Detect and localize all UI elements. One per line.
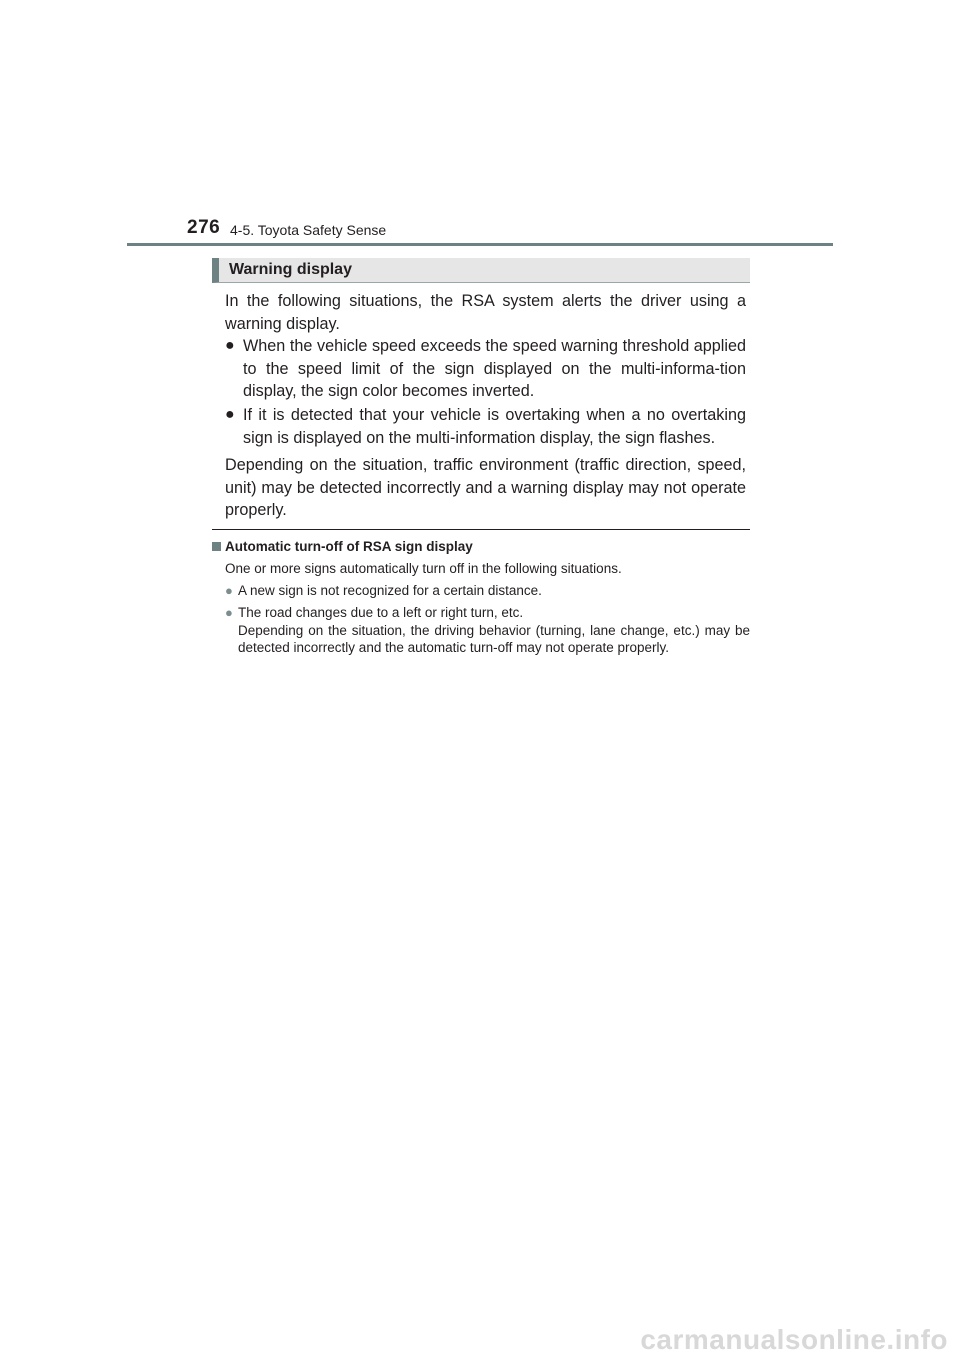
watermark: carmanualsonline.info xyxy=(640,1324,948,1355)
section-heading xyxy=(212,258,750,283)
note-continuation: Depending on the situation, the driving behavior (turning, lane change, etc.) may be detected incorrectly and the automatic turn-off may not operate properly. xyxy=(238,622,750,655)
square-bullet-icon xyxy=(212,542,221,551)
header-rule xyxy=(127,243,833,246)
bullet-icon: ● xyxy=(225,583,233,598)
bullet-text: A new sign is not recognized for a certain distance. xyxy=(238,583,542,598)
note-title-text: Automatic turn-off of RSA sign display xyxy=(225,539,473,554)
bullet-icon: ● xyxy=(225,605,233,620)
warning-closing: Depending on the situation, traffic environment (traffic direction, speed, unit) may be detected incorrectly and a warning display may not operate properly. xyxy=(225,456,746,519)
bullet-icon: ● xyxy=(225,406,235,423)
note-intro: One or more signs automatically turn off in the following situations. xyxy=(225,561,622,576)
bullet-text: The road changes due to a left or right turn, etc. xyxy=(238,605,524,620)
list-item xyxy=(225,582,750,600)
page-number: 276 xyxy=(187,217,221,238)
warning-intro: In the following situations, the RSA system alerts the driver using a warning display. xyxy=(225,292,746,333)
note-title xyxy=(212,539,473,554)
divider xyxy=(212,529,750,530)
bullet-text: When the vehicle speed exceeds the speed warning threshold applied to the speed limit of the sign displayed on the multi-informa-tion display, the sign color becomes inverted. xyxy=(243,337,746,400)
section-heading-text: Warning display xyxy=(229,261,352,278)
list-item xyxy=(225,404,746,449)
bullet-text: If it is detected that your vehicle is overtaking when a no overtaking sign is displayed on the multi-information display, the sign flashes. xyxy=(243,406,746,447)
bullet-icon: ● xyxy=(225,337,235,354)
list-item xyxy=(225,335,746,403)
section-reference: 4-5. Toyota Safety Sense xyxy=(230,222,387,238)
list-item xyxy=(225,604,750,657)
